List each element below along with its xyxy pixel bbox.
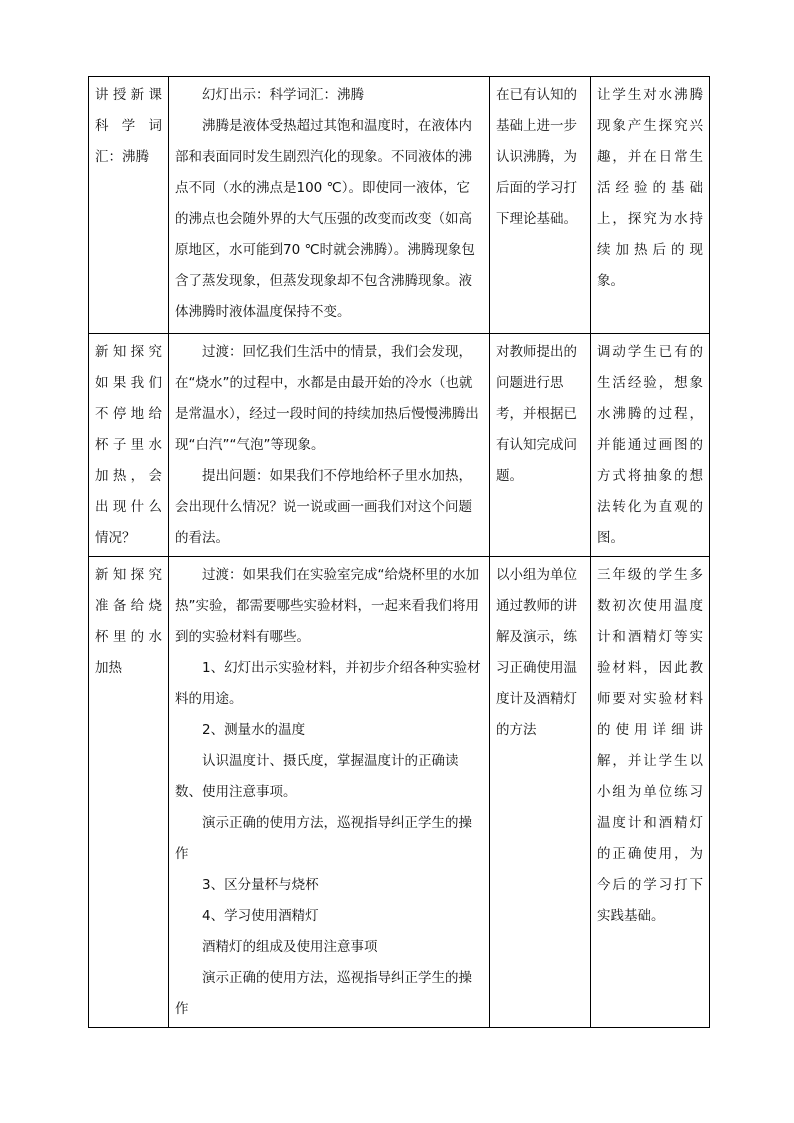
teaching-stage-text: 新知探究准备给烧杯里的水加热 [95, 567, 162, 676]
content-paragraph: 认识温度计、摄氏度，掌握温度计的正确读数、使用注意事项。 [175, 753, 459, 800]
teaching-content-cell [169, 334, 490, 557]
content-paragraph: 沸腾是液体受热超过其饱和温度时，在液体内部和表面同时发生剧烈汽化的现象。不同液体的沸点不同（水的沸点是100 ℃）。即使同一液体，它的沸点也会随外界的大气压强的改变而改变（如高原地区，水可能到70 ℃时就会沸腾）。沸腾现象包含了蒸发现象，但蒸发现象却不包含沸腾现象。液体沸腾时液体温度保持不变。 [175, 118, 475, 320]
lesson-plan-page [88, 76, 708, 1028]
content-paragraph: 2、测量水的温度 [202, 722, 306, 738]
design-purpose-cell [591, 557, 710, 1028]
design-purpose-text: 让学生对水沸腾现象产生探究兴趣，并在日常生活经验的基础上，探究为水持续加热后的现象。 [597, 87, 703, 289]
teaching-stage-cell [89, 334, 169, 557]
student-activity-cell [490, 557, 591, 1028]
student-activity-text: 对教师提出的问题进行思考，并根据已有认知完成问题。 [496, 344, 577, 484]
table-row [89, 77, 710, 334]
teaching-content-cell [169, 77, 490, 334]
table-row [89, 334, 710, 557]
content-paragraph: 过渡：回忆我们生活中的情景，我们会发现，在“烧水”的过程中，水都是由最开始的冷水（也就是常温水），经过一段时间的持续加热后慢慢沸腾出现“白汽”“气泡”等现象。 [175, 344, 479, 453]
student-activity-text: 在已有认知的基础上进一步认识沸腾，为后面的学习打下理论基础。 [496, 87, 577, 227]
student-activity-cell [490, 334, 591, 557]
content-paragraph: 过渡：如果我们在实验室完成“给烧杯里的水加热”实验，都需要哪些实验材料，一起来看我们将用到的实验材料有哪些。 [175, 567, 479, 645]
content-paragraph: 提出问题：如果我们不停地给杯子里水加热，会出现什么情况？说一说或画一画我们对这个问题的看法。 [175, 468, 472, 546]
student-activity-cell [490, 77, 591, 334]
design-purpose-cell [591, 334, 710, 557]
content-paragraph: 3、区分量杯与烧杯 [202, 877, 319, 893]
lesson-plan-table [88, 76, 710, 1028]
content-paragraph: 演示正确的使用方法，巡视指导纠正学生的操作 [175, 970, 472, 1017]
design-purpose-cell [591, 77, 710, 334]
content-paragraph: 幻灯出示：科学词汇：沸腾 [202, 87, 364, 103]
teaching-stage-text: 新知探究如果我们不停地给杯子里水加热，会出现什么情况？ [95, 344, 162, 546]
teaching-content-cell [169, 557, 490, 1028]
teaching-stage-text: 讲授新课科学词汇：沸腾 [95, 87, 162, 165]
table-row [89, 557, 710, 1028]
teaching-stage-cell [89, 77, 169, 334]
student-activity-text: 以小组为单位通过教师的讲解及演示，练习正确使用温度计及酒精灯的方法 [496, 567, 577, 738]
design-purpose-text: 调动学生已有的生活经验，想象水沸腾的过程，并能通过画图的方式将抽象的想法转化为直观的图。 [597, 344, 703, 546]
teaching-stage-cell [89, 557, 169, 1028]
content-paragraph: 4、学习使用酒精灯 [202, 908, 319, 924]
content-paragraph: 1、幻灯出示实验材料，并初步介绍各种实验材料的用途。 [175, 660, 481, 707]
content-paragraph: 酒精灯的组成及使用注意事项 [202, 939, 378, 955]
design-purpose-text: 三年级的学生多数初次使用温度计和酒精灯等实验材料，因此教师要对实验材料的使用详细讲解，并让学生以小组为单位练习温度计和酒精灯的正确使用，为今后的学习打下实践基础。 [597, 567, 703, 924]
content-paragraph: 演示正确的使用方法，巡视指导纠正学生的操作 [175, 815, 472, 862]
